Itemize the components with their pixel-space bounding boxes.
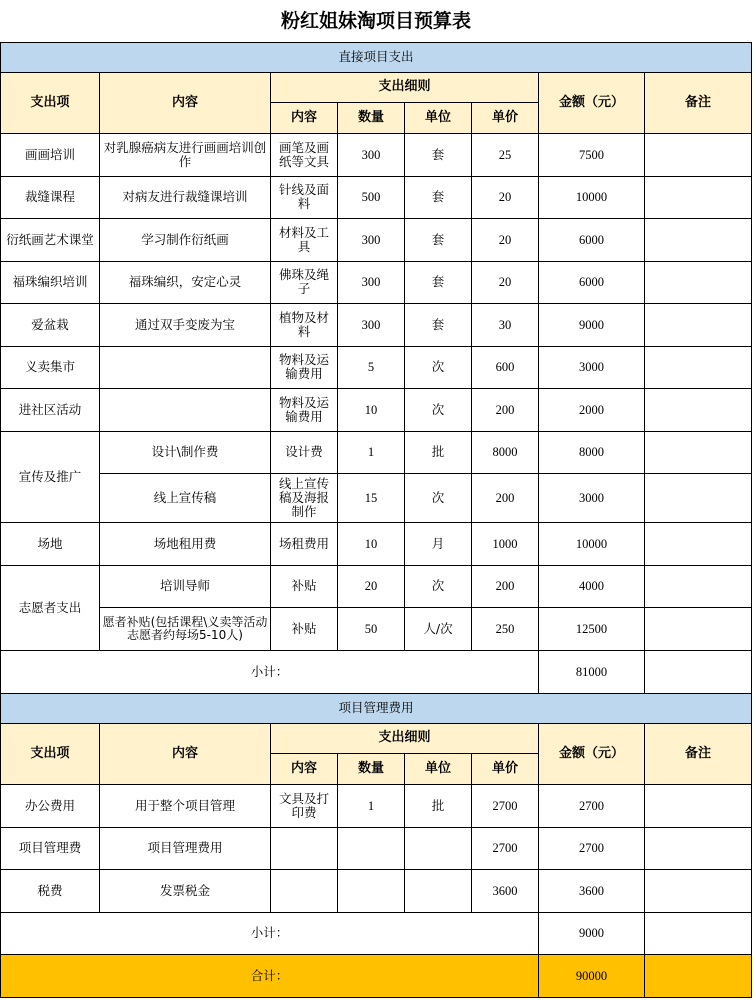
detail-cell: 线上宣传稿及海报制作 [271,473,338,522]
detail-cell: 植物及材料 [271,303,338,346]
subtotal-label: 小计： [1,912,539,954]
remark-cell [645,218,752,261]
remark-cell [645,388,752,431]
detail-cell: 设计费 [271,431,338,473]
grand-total-row [1,954,752,997]
item-cell: 场地 [1,522,100,565]
header-row-1 [1,723,752,753]
section-row-management [1,693,752,723]
header-detail: 支出细则 [271,72,539,102]
content-cell: 线上宣传稿 [100,473,271,522]
item-cell: 画画培训 [1,133,100,176]
price-cell: 200 [472,565,539,607]
header-remark: 备注 [645,723,752,784]
table-row [1,303,752,346]
remark-cell [645,565,752,607]
qty-cell: 5 [338,346,405,388]
table-row [1,388,752,431]
item-cell: 志愿者支出 [1,565,100,650]
section-title-management: 项目管理费用 [1,693,752,723]
header-row-1 [1,72,752,102]
table-row [1,176,752,218]
qty-cell: 50 [338,607,405,650]
table-row [1,827,752,869]
amount-cell: 9000 [539,303,645,346]
unit-cell: 月 [405,522,472,565]
price-cell: 20 [472,218,539,261]
amount-cell: 10000 [539,176,645,218]
header-sub-content: 内容 [271,102,338,133]
qty-cell: 300 [338,218,405,261]
qty-cell: 10 [338,522,405,565]
amount-cell: 7500 [539,133,645,176]
title-row [1,0,752,42]
content-cell: 用于整个项目管理 [100,784,271,827]
amount-cell: 12500 [539,607,645,650]
grand-total-label: 合计： [1,954,539,997]
qty-cell: 20 [338,565,405,607]
header-amount: 金额（元） [539,723,645,784]
section-row-direct [1,42,752,72]
detail-cell: 场租费用 [271,522,338,565]
detail-cell [271,869,338,912]
table-row [1,565,752,607]
content-cell: 设计\制作费 [100,431,271,473]
header-quantity: 数量 [338,102,405,133]
qty-cell: 1 [338,784,405,827]
qty-cell [338,827,405,869]
header-sub-content: 内容 [271,753,338,784]
item-cell: 宣传及推广 [1,431,100,522]
table-row [1,784,752,827]
remark-cell [645,827,752,869]
item-cell: 爱盆栽 [1,303,100,346]
header-amount: 金额（元） [539,72,645,133]
item-cell: 税费 [1,869,100,912]
price-cell: 8000 [472,431,539,473]
content-cell: 培训导师 [100,565,271,607]
item-cell: 进社区活动 [1,388,100,431]
content-cell: 通过双手变废为宝 [100,303,271,346]
subtotal-value: 81000 [539,650,645,693]
table-row [1,607,752,650]
price-cell: 200 [472,473,539,522]
unit-cell [405,827,472,869]
subtotal-value: 9000 [539,912,645,954]
table-row [1,431,752,473]
content-cell: 场地租用费 [100,522,271,565]
subtotal-row-direct [1,650,752,693]
unit-cell: 次 [405,473,472,522]
detail-cell [271,827,338,869]
table-row [1,473,752,522]
qty-cell: 300 [338,303,405,346]
unit-cell: 套 [405,218,472,261]
content-cell: 发票税金 [100,869,271,912]
content-cell: 项目管理费用 [100,827,271,869]
header-content: 内容 [100,72,271,133]
unit-cell: 套 [405,176,472,218]
header-price: 单价 [472,102,539,133]
unit-cell: 次 [405,388,472,431]
header-item: 支出项 [1,723,100,784]
price-cell: 30 [472,303,539,346]
subtotal-row-management [1,912,752,954]
amount-cell: 2000 [539,388,645,431]
qty-cell: 10 [338,388,405,431]
unit-cell: 套 [405,261,472,303]
remark-cell [645,522,752,565]
detail-cell: 补贴 [271,607,338,650]
unit-cell: 批 [405,784,472,827]
price-cell: 20 [472,176,539,218]
remark-cell [645,431,752,473]
price-cell: 2700 [472,827,539,869]
header-remark: 备注 [645,72,752,133]
table-row [1,218,752,261]
unit-cell [405,869,472,912]
unit-cell: 套 [405,133,472,176]
subtotal-remark [645,650,752,693]
grand-total-remark [645,954,752,997]
unit-cell: 次 [405,346,472,388]
grand-total-value: 90000 [539,954,645,997]
content-cell: 对乳腺癌病友进行画画培训创作 [100,133,271,176]
header-detail: 支出细则 [271,723,539,753]
item-cell: 衍纸画艺术课堂 [1,218,100,261]
unit-cell: 套 [405,303,472,346]
content-cell [100,346,271,388]
table-row [1,346,752,388]
header-unit: 单位 [405,102,472,133]
remark-cell [645,346,752,388]
detail-cell: 针线及面料 [271,176,338,218]
item-cell: 项目管理费 [1,827,100,869]
price-cell: 250 [472,607,539,650]
header-quantity: 数量 [338,753,405,784]
subtotal-remark [645,912,752,954]
remark-cell [645,607,752,650]
price-cell: 20 [472,261,539,303]
remark-cell [645,473,752,522]
item-cell: 义卖集市 [1,346,100,388]
amount-cell: 10000 [539,522,645,565]
price-cell: 3600 [472,869,539,912]
unit-cell: 次 [405,565,472,607]
unit-cell: 人/次 [405,607,472,650]
item-cell: 裁缝课程 [1,176,100,218]
qty-cell: 15 [338,473,405,522]
qty-cell: 500 [338,176,405,218]
item-cell: 福珠编织培训 [1,261,100,303]
amount-cell: 6000 [539,218,645,261]
header-item: 支出项 [1,72,100,133]
remark-cell [645,784,752,827]
table-row [1,133,752,176]
header-price: 单价 [472,753,539,784]
amount-cell: 6000 [539,261,645,303]
section-title-direct: 直接项目支出 [1,42,752,72]
content-cell: 福珠编织，安定心灵 [100,261,271,303]
content-cell: 学习制作衍纸画 [100,218,271,261]
content-cell: 对病友进行裁缝课培训 [100,176,271,218]
detail-cell: 文具及打印费 [271,784,338,827]
qty-cell: 300 [338,261,405,303]
price-cell: 25 [472,133,539,176]
page-title: 粉红姐妹淘项目预算表 [281,9,472,32]
amount-cell: 3000 [539,346,645,388]
remark-cell [645,261,752,303]
amount-cell: 2700 [539,827,645,869]
remark-cell [645,133,752,176]
detail-cell: 佛珠及绳子 [271,261,338,303]
table-row [1,261,752,303]
remark-cell [645,303,752,346]
remark-cell [645,869,752,912]
qty-cell [338,869,405,912]
amount-cell: 3600 [539,869,645,912]
detail-cell: 补贴 [271,565,338,607]
detail-cell: 物料及运输费用 [271,346,338,388]
price-cell: 600 [472,346,539,388]
price-cell: 2700 [472,784,539,827]
unit-cell: 批 [405,431,472,473]
item-cell: 办公费用 [1,784,100,827]
table-row [1,869,752,912]
amount-cell: 4000 [539,565,645,607]
header-unit: 单位 [405,753,472,784]
header-content: 内容 [100,723,271,784]
detail-cell: 物料及运输费用 [271,388,338,431]
content-cell: 愿者补贴(包括课程\义卖等活动志愿者约每场5-10人) [100,607,271,650]
price-cell: 1000 [472,522,539,565]
detail-cell: 材料及工具 [271,218,338,261]
remark-cell [645,176,752,218]
subtotal-label: 小计： [1,650,539,693]
price-cell: 200 [472,388,539,431]
amount-cell: 2700 [539,784,645,827]
qty-cell: 300 [338,133,405,176]
qty-cell: 1 [338,431,405,473]
content-cell [100,388,271,431]
amount-cell: 3000 [539,473,645,522]
amount-cell: 8000 [539,431,645,473]
table-row [1,522,752,565]
detail-cell: 画笔及画纸等文具 [271,133,338,176]
